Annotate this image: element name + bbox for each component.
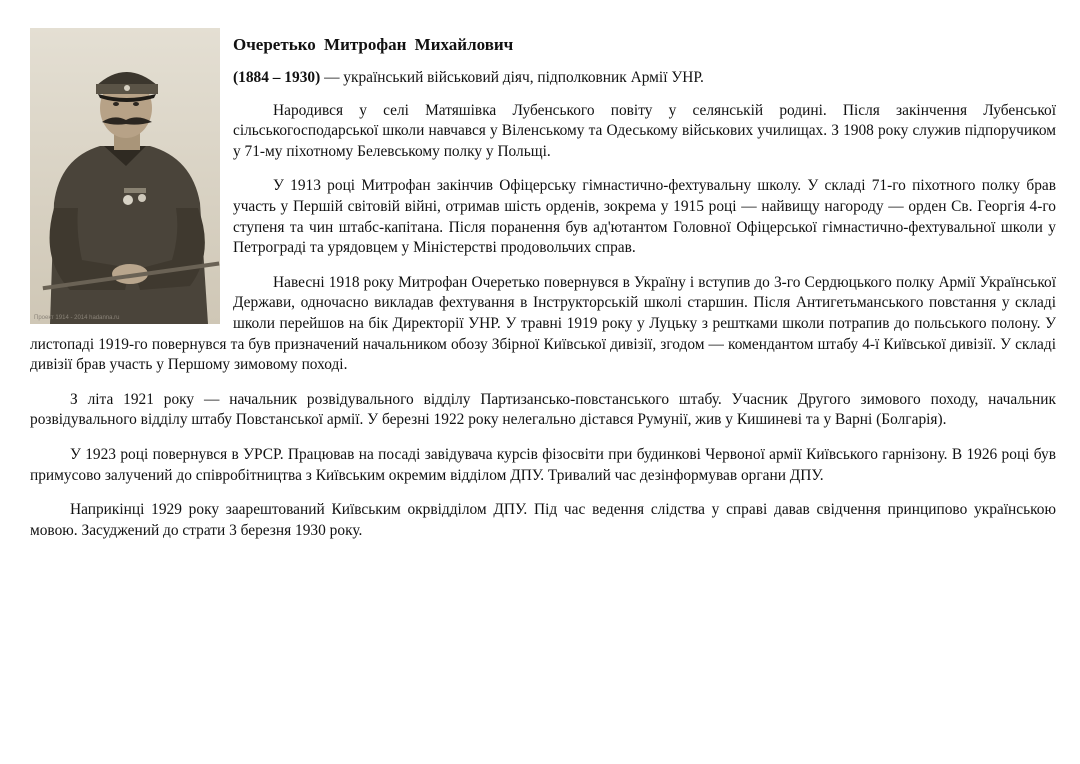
page-title: Очеретько Митрофан Михайлович xyxy=(233,35,514,54)
paragraph-3: Навесні 1918 року Митрофан Очеретько повернувся в Україну і вступив до 3-го Сердюцького полку Армії Української Держави, одночасно викладав фехтування в Інструкторській школі старшин. Після Антигетьманського повстання у складі школи перейшов на бік Директорії УНР. У травні 1919 року у Луцьку з рештками школи потрапив до польського полону. У листопаді 1919-го повернувся та був призначений начальником обозу Збірної Київської дивізії, згодом — комендантом штабу 4-ї Київської дивізії. У складі дивізії брав участь у Першому зимовому поході. xyxy=(30,273,1056,374)
paragraph-6: Наприкінці 1929 року заарештований Київським окрвідділом ДПУ. Під час ведення слідства у справі давав свідчення принципово українською мовою. Засуджений до страти 3 березня 1930 року. xyxy=(30,501,1056,539)
photo-caption: Проект 1914 - 2014 hadanna.ru xyxy=(34,315,120,321)
paragraph-5: У 1923 році повернувся в УРСР. Працював на посаді завідувача курсів фізосвіти при будинкові Червоної армії Київського гарнізону. В 1926 році був примусово залучений до співробітництва з Київським окремим відділом ДПУ. Тривалий час дезінформував органи ДПУ. xyxy=(30,445,1056,484)
paragraph-2: У 1913 році Митрофан закінчив Офіцерську гімнастично-фехтувальну школу. У складі 71-го піхотного полку брав участь у Першій світовій війні, отримав шість орденів, зокрема у 1915 році — найвищу нагороду — орден Св. Георгія 4-го ступеня та чин штабс-капітана. Після поранення був ад'ютантом Головної Офіцерської гімнастично-фехтувальної школи у Петрограді та урядовцем у Міністерстві продовольчих справ. xyxy=(233,177,1056,257)
biography-text xyxy=(30,34,1056,555)
life-years: (1884 – 1930) xyxy=(233,69,321,86)
paragraph-4: З літа 1921 року — начальник розвідувального відділу Партизансько-повстанського штабу. Учасник Другого зимового походу, начальник розвідувального відділу штабу Повстанської армії. У березні 1922 року нелегально дістався Румунії, жив у Кишиневі та у Варні (Болгарія). xyxy=(30,390,1056,429)
paragraph-1: Народився у селі Матяшівка Лубенського повіту у селянській родині. Після закінчення Лубенської сільськогосподарської школи навчався у Віленському та Одеському військових училищах. З 1908 року служив підпоручиком у 71-му піхотному Белевському полку у Польщі. xyxy=(233,101,1056,160)
lead-summary: — український військовий діяч, підполковник Армії УНР. xyxy=(320,69,704,86)
photo-spacer xyxy=(30,34,233,326)
